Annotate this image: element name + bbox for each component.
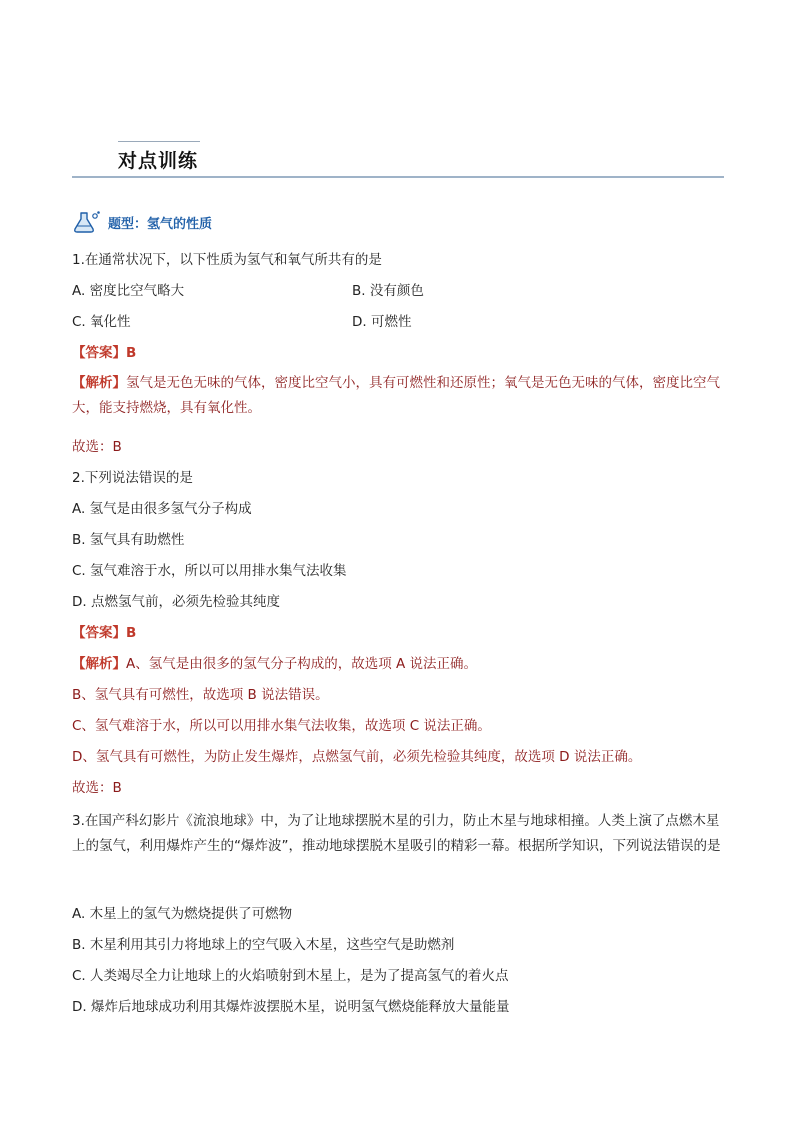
q2-answer-value: B bbox=[126, 625, 137, 641]
q1-choice: 故选：B bbox=[72, 439, 122, 455]
q3-option-b: B. 木星利用其引力将地球上的空气吸入木星，这些空气是助燃剂 bbox=[72, 937, 455, 953]
q1-answer-tag: 【答案】 bbox=[72, 345, 126, 361]
section-title: 对点训练 bbox=[118, 150, 199, 172]
q1-stem: 1.在通常状况下，以下性质为氢气和氧气所共有的是 bbox=[72, 252, 382, 268]
q3-option-c: C. 人类竭尽全力让地球上的火焰喷射到木星上，是为了提高氢气的着火点 bbox=[72, 968, 509, 984]
q1-answer-value: B bbox=[126, 345, 137, 361]
q2-analysis-tag: 【解析】 bbox=[72, 656, 126, 672]
q3-option-d: D. 爆炸后地球成功利用其爆炸波摆脱木星，说明氢气燃烧能释放大量能量 bbox=[72, 999, 510, 1015]
q1-option-b: B. 没有颜色 bbox=[352, 283, 424, 299]
topic-header bbox=[72, 210, 212, 234]
q2-analysis-line-1 bbox=[72, 654, 477, 674]
title-accent-line bbox=[118, 141, 200, 142]
q3-option-a: A. 木星上的氢气为燃烧提供了可燃物 bbox=[72, 906, 293, 922]
title-rule bbox=[72, 176, 724, 178]
flask-icon bbox=[72, 210, 102, 234]
q2-choice: 故选：B bbox=[72, 780, 122, 796]
q1-analysis-tag: 【解析】 bbox=[72, 375, 126, 391]
q1-analysis-text: 氢气是无色无味的气体，密度比空气小，具有可燃性和还原性；氧气是无色无味的气体，密度比空气大，能支持燃烧，具有氧化性。 bbox=[72, 375, 720, 416]
q1-option-d: D. 可燃性 bbox=[352, 314, 412, 330]
topic-label: 题型：氢气的性质 bbox=[108, 216, 213, 232]
q1-option-a: A. 密度比空气略大 bbox=[72, 283, 185, 299]
q1-analysis bbox=[72, 371, 724, 421]
q1-answer bbox=[72, 343, 136, 363]
q2-option-b: B. 氢气具有助燃性 bbox=[72, 532, 185, 548]
q1-option-c: C. 氧化性 bbox=[72, 314, 131, 330]
q2-stem: 2.下列说法错误的是 bbox=[72, 470, 193, 486]
q2-analysis-line-2: B、氢气具有可燃性，故选项 B 说法错误。 bbox=[72, 687, 329, 703]
q2-analysis-line-4: D、氢气具有可燃性，为防止发生爆炸，点燃氢气前，必须先检验其纯度，故选项 D 说法正确。 bbox=[72, 749, 642, 765]
q2-option-d: D. 点燃氢气前，必须先检验其纯度 bbox=[72, 594, 280, 610]
q2-option-a: A. 氢气是由很多氢气分子构成 bbox=[72, 501, 252, 517]
q3-stem: 3.在国产科幻影片《流浪地球》中，为了让地球摆脱木星的引力，防止木星与地球相撞。人类上演了点燃木星上的氢气，利用爆炸产生的“爆炸波”，推动地球摆脱木星吸引的精彩一幕。根据所学知识，下列说法错误的是 bbox=[72, 813, 721, 854]
q2-answer-tag: 【答案】 bbox=[72, 625, 126, 641]
q2-answer bbox=[72, 623, 136, 643]
q2-analysis-text-1: A、氢气是由很多的氢气分子构成的，故选项 A 说法正确。 bbox=[126, 656, 478, 672]
q2-option-c: C. 氢气难溶于水，所以可以用排水集气法收集 bbox=[72, 563, 347, 579]
q2-analysis-line-3: C、氢气难溶于水，所以可以用排水集气法收集，故选项 C 说法正确。 bbox=[72, 718, 491, 734]
